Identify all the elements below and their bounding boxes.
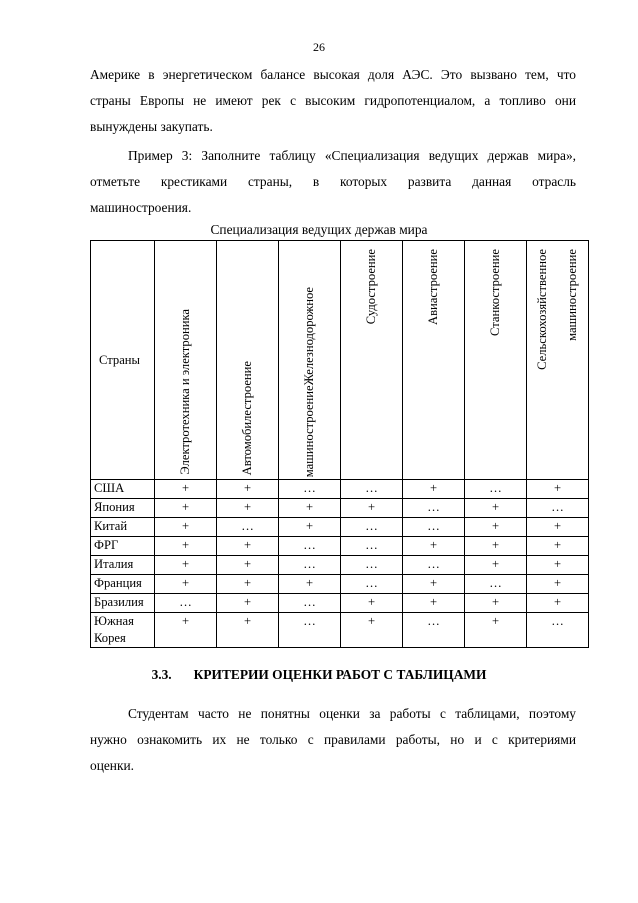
mark-cell: + [403,575,465,594]
paragraph-1-line: страны Европы не имеют рек с высоким гидропотенциалом, а топливо они [90,93,576,108]
header-automotive: Автомобилестроение [217,241,279,480]
mark-cell: … [403,518,465,537]
paragraph-2-line: отметьте крестиками страны, в которых развита данная отрасль [90,174,576,189]
table-row [91,518,589,537]
mark-cell: … [403,556,465,575]
mark-cell: … [341,537,403,556]
table-row [91,594,589,613]
paragraph-3-line: нужно ознакомить их не только с правилами работы, но и с критериями [90,732,576,747]
table-row [91,480,589,499]
mark-cell: + [155,575,217,594]
country-cell: Италия [91,556,155,575]
table-caption: Специализация ведущих держав мира [210,222,428,237]
country-cell [91,613,155,648]
mark-cell: … [155,594,217,613]
mark-cell: … [279,613,341,648]
header-agricultural: Сельскохозяйственное машиностроение [527,241,589,480]
mark-cell: + [217,556,279,575]
paragraph-2 [90,143,576,221]
paragraph-1-line: Америке в энергетическом балансе высокая доля АЭС. Это вызвано тем, что [90,67,576,82]
country-cell: США [91,480,155,499]
mark-cell: … [341,575,403,594]
mark-cell: + [527,537,589,556]
mark-cell: + [155,537,217,556]
mark-cell: + [465,556,527,575]
mark-cell: + [217,594,279,613]
mark-cell: + [465,518,527,537]
mark-cell: + [279,518,341,537]
header-machine-tool: Станкостроение [465,241,527,480]
mark-cell: + [155,613,217,648]
mark-cell: + [341,499,403,518]
mark-cell: + [465,594,527,613]
mark-cell: … [527,613,589,648]
country-cell: Япония [91,499,155,518]
mark-cell: + [465,499,527,518]
mark-cell: + [279,499,341,518]
mark-cell: … [217,518,279,537]
paragraph-2-line: Пример 3: Заполните таблицу «Специализация ведущих держав мира», [128,148,576,163]
table-header-row [91,241,589,480]
mark-cell: + [527,594,589,613]
mark-cell: + [217,499,279,518]
mark-cell: + [527,518,589,537]
mark-cell: + [403,594,465,613]
paragraph-1-line: вынуждены закупать. [90,119,213,134]
mark-cell: … [465,575,527,594]
mark-cell: … [279,594,341,613]
mark-cell: + [217,537,279,556]
section-heading [0,667,638,683]
mark-cell: … [341,518,403,537]
mark-cell: + [217,480,279,499]
section-title: КРИТЕРИИ ОЦЕНКИ РАБОТ С ТАБЛИЦАМИ [193,667,487,682]
mark-cell: … [341,480,403,499]
mark-cell: + [155,518,217,537]
mark-cell: … [341,556,403,575]
mark-cell: … [279,556,341,575]
table-row [91,613,589,648]
specialization-table [90,240,589,648]
table-row [91,499,589,518]
mark-cell: + [465,537,527,556]
mark-cell: … [279,537,341,556]
mark-cell: + [341,594,403,613]
table-row [91,575,589,594]
mark-cell: + [341,613,403,648]
country-cell: Китай [91,518,155,537]
mark-cell: + [279,575,341,594]
mark-cell: … [279,480,341,499]
mark-cell: + [155,499,217,518]
mark-cell: + [465,613,527,648]
paragraph-1 [90,62,576,140]
header-railway: машиностроениеЖелезнодорожное [279,241,341,480]
mark-cell: … [403,499,465,518]
header-electrical: Электротехника и электроника [155,241,217,480]
section-number: 3.3. [151,667,172,682]
mark-cell: + [217,613,279,648]
country-cell: ФРГ [91,537,155,556]
paragraph-3-line: оценки. [90,758,134,773]
mark-cell: + [217,575,279,594]
mark-cell: + [403,537,465,556]
country-cell: Бразилия [91,594,155,613]
mark-cell: + [527,556,589,575]
table-row [91,537,589,556]
paragraph-3 [90,701,576,779]
country-cell: Франция [91,575,155,594]
mark-cell: … [527,499,589,518]
mark-cell: + [155,556,217,575]
mark-cell: … [465,480,527,499]
mark-cell: + [403,480,465,499]
page-number: 26 [313,40,325,54]
paragraph-2-line: машиностроения. [90,200,192,215]
mark-cell: + [155,480,217,499]
paragraph-3-line: Студентам часто не понятны оценки за работы с таблицами, поэтому [128,706,576,721]
header-shipbuilding: Судостроение [341,241,403,480]
mark-cell: + [527,575,589,594]
mark-cell: + [527,480,589,499]
country-cell-line: Корея [94,631,126,645]
table-row [91,556,589,575]
header-countries: Страны [91,241,155,480]
header-aircraft: Авиастроение [403,241,465,480]
mark-cell: … [403,613,465,648]
country-cell-line: Южная [94,614,134,628]
